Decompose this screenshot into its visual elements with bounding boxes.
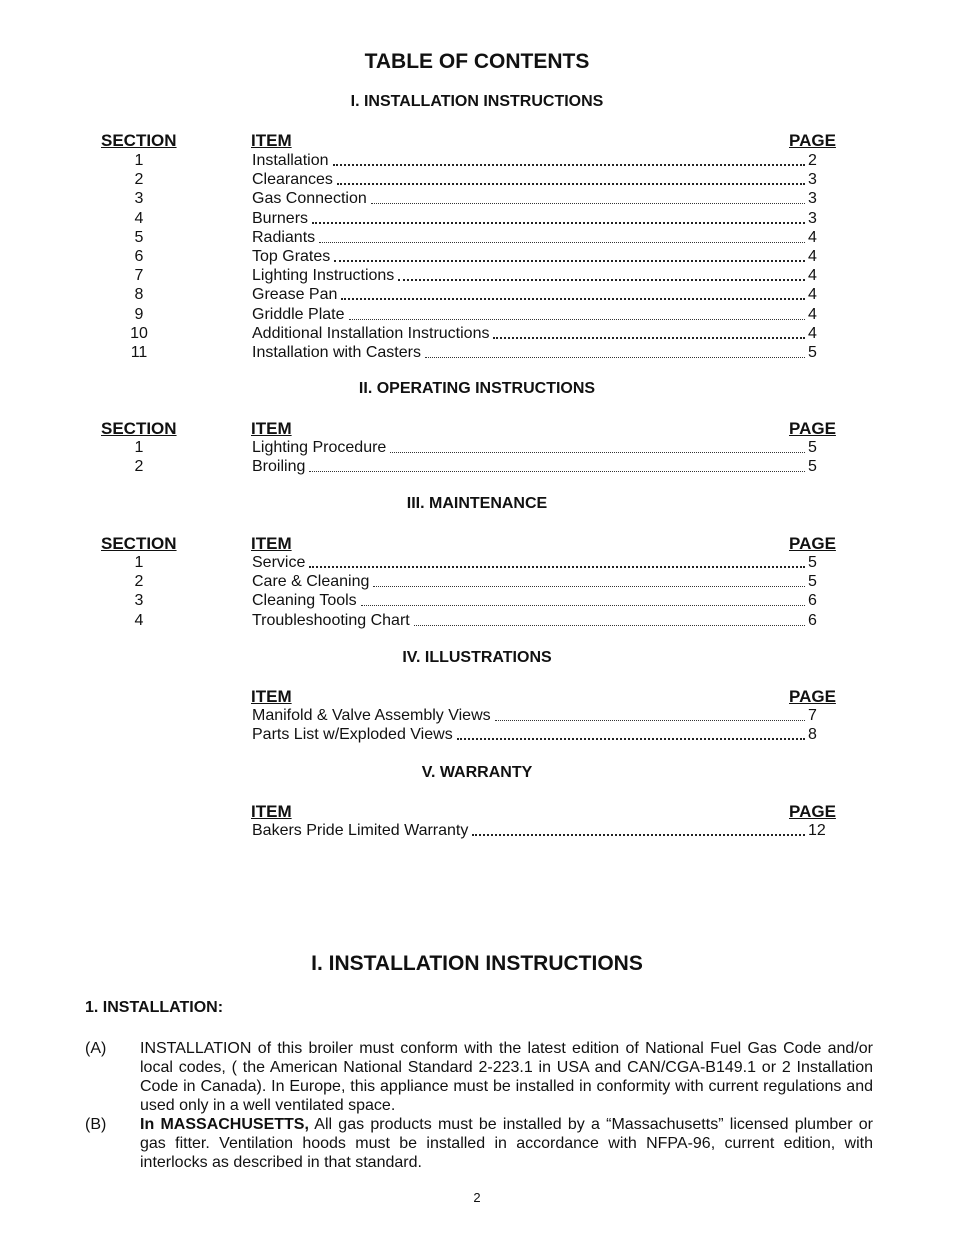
toc-item-label: Cleaning Tools: [252, 592, 357, 610]
toc-page-number: 3: [808, 171, 817, 189]
toc-page-number: 3: [808, 209, 817, 227]
toc-item-label: Bakers Pride Limited Warranty: [252, 822, 469, 839]
para-a-label: (A): [85, 1040, 107, 1057]
toc-item-label: Installation: [252, 152, 329, 169]
para-a-text: INSTALLATION of this broiler must conform with the latest edition of National Fuel Gas Code and/or local codes, ( the American National Standard 2-223.1 in USA and CAN/CGA-B149.1 or 2 Installation Code in Canada). In Europe, this appliance must be installed in conformity with current regulations and used only in a well ventilated space.: [140, 1040, 873, 1114]
toc-page-number: 5: [808, 573, 817, 591]
toc-page-number: 12: [808, 822, 826, 839]
toc-page-number: 4: [808, 324, 817, 342]
toc-section-number: 2: [134, 171, 144, 189]
toc-item: [252, 706, 807, 725]
toc-item-label: Lighting Instructions: [252, 267, 395, 285]
toc-item-label: Top Grates: [252, 248, 331, 265]
part3-header-page: PAGE: [789, 534, 836, 553]
part4-title: IV. ILLUSTRATIONS: [402, 649, 552, 666]
toc-item: [252, 591, 807, 610]
toc-item-label: Grease Pan: [252, 286, 338, 304]
toc-section-number: 7: [134, 267, 144, 285]
part1-header-page: PAGE: [789, 131, 836, 150]
leader-dots: [337, 183, 805, 185]
toc-row: [0, 591, 954, 610]
massachusetts-lead: In MASSACHUSETTS,: [140, 1116, 309, 1133]
toc-row: [0, 611, 954, 630]
toc-page-number: 6: [808, 611, 817, 629]
toc-page-number: 6: [808, 592, 817, 610]
para-b-label: (B): [85, 1116, 107, 1133]
toc-item: [252, 611, 807, 630]
toc-item: [252, 228, 807, 247]
part1-header-section: SECTION: [101, 131, 177, 150]
toc-item: [252, 266, 807, 285]
toc-section-number: 10: [130, 324, 148, 342]
toc-row: [0, 189, 954, 208]
toc-section-number: 1: [134, 152, 144, 169]
toc-row: [0, 151, 954, 170]
leader-dots: [341, 298, 805, 300]
leader-dots: [390, 452, 805, 453]
para-b-text: [140, 1115, 873, 1172]
part2-header-page: PAGE: [789, 419, 836, 438]
leader-dots: [472, 834, 805, 836]
toc-item: [252, 572, 807, 591]
toc-row: [0, 725, 954, 744]
toc-item-label: Care & Cleaning: [252, 573, 370, 591]
toc-item-label: Lighting Procedure: [252, 439, 387, 456]
toc-page-number: 5: [808, 439, 817, 456]
toc-row: [0, 706, 954, 725]
toc-page-number: 4: [808, 248, 817, 265]
toc-section-number: 1: [134, 439, 144, 456]
toc-section-number: 11: [130, 344, 148, 361]
toc-item: [252, 324, 807, 343]
toc-page-number: 7: [808, 707, 817, 724]
part5-header-page: PAGE: [789, 802, 836, 821]
part2-header-item: ITEM: [251, 419, 292, 438]
toc-row: [0, 247, 954, 266]
toc-item: [252, 151, 807, 170]
toc-section-number: 1: [134, 554, 144, 571]
leader-dots: [334, 260, 805, 262]
toc-row: [0, 228, 954, 247]
toc-section-number: 3: [134, 190, 144, 208]
leader-dots: [495, 720, 805, 721]
toc-page-number: 4: [808, 305, 817, 323]
toc-section-number: 2: [134, 458, 144, 476]
part1-header-item: ITEM: [251, 131, 292, 150]
leader-dots: [309, 471, 805, 472]
toc-section-number: 4: [134, 209, 144, 227]
toc-page-number: 4: [808, 267, 817, 285]
toc-page-number: 4: [808, 228, 817, 246]
toc-row: [0, 553, 954, 572]
toc-item-label: Installation with Casters: [252, 344, 421, 361]
part4-header-item: ITEM: [251, 687, 292, 706]
toc-item: [252, 189, 807, 208]
toc-item: [252, 305, 807, 324]
leader-dots: [349, 319, 806, 320]
page-number: 2: [473, 1190, 481, 1205]
leader-dots: [493, 337, 805, 339]
toc-item: [252, 170, 807, 189]
part5-title: V. WARRANTY: [421, 764, 533, 781]
toc-item-label: Radiants: [252, 228, 316, 246]
toc-row: [0, 821, 954, 840]
toc-item-label: Parts List w/Exploded Views: [252, 726, 453, 744]
leader-dots: [398, 279, 805, 281]
part2-header-section: SECTION: [101, 419, 177, 438]
toc-title: TABLE OF CONTENTS: [364, 50, 590, 73]
toc-section-number: 5: [134, 228, 144, 246]
toc-section-number: 9: [134, 305, 144, 323]
toc-item-label: Service: [252, 554, 306, 571]
toc-section-number: 4: [134, 611, 144, 629]
toc-section-number: 2: [134, 573, 144, 591]
toc-item-label: Gas Connection: [252, 190, 367, 208]
toc-row: [0, 324, 954, 343]
toc-page-number: 2: [808, 152, 817, 169]
toc-page-number: 5: [808, 554, 817, 571]
toc-page-number: 8: [808, 726, 817, 744]
toc-item-label: Additional Installation Instructions: [252, 324, 490, 342]
toc-section-number: 8: [134, 286, 144, 304]
leader-dots: [414, 625, 805, 626]
part3-title: III. MAINTENANCE: [406, 495, 548, 512]
toc-row: [0, 209, 954, 228]
toc-item: [252, 553, 807, 572]
leader-dots: [319, 242, 805, 243]
toc-section-number: 6: [134, 248, 144, 265]
toc-item-label: Clearances: [252, 171, 333, 189]
toc-page-number: 4: [808, 286, 817, 304]
toc-item-label: Broiling: [252, 458, 306, 476]
para-b-body: All gas products must be installed by a “Massachusetts” licensed plumber or gas fitter. Ventilation hoods must be installed in accordance with NFPA-96, current edition, with interlocks as described in that standard.: [140, 1116, 873, 1171]
toc-item: [252, 247, 807, 266]
leader-dots: [312, 222, 805, 224]
toc-page-number: 3: [808, 190, 817, 208]
toc-section-number: 3: [134, 592, 144, 610]
part1-title: I. INSTALLATION INSTRUCTIONS: [350, 93, 604, 110]
toc-item: [252, 343, 807, 362]
part3-header-item: ITEM: [251, 534, 292, 553]
part3-header-section: SECTION: [101, 534, 177, 553]
leader-dots: [457, 738, 805, 740]
part5-header-item: ITEM: [251, 802, 292, 821]
toc-row: [0, 457, 954, 476]
toc-item: [252, 457, 807, 476]
toc-row: [0, 438, 954, 457]
leader-dots: [373, 586, 805, 587]
toc-item: [252, 725, 807, 744]
toc-item: [252, 438, 807, 457]
toc-item: [252, 209, 807, 228]
leader-dots: [371, 203, 805, 204]
toc-row: [0, 343, 954, 362]
toc-item-label: Burners: [252, 209, 309, 227]
toc-row: [0, 305, 954, 324]
toc-page-number: 5: [808, 344, 817, 361]
toc-page-number: 5: [808, 458, 817, 476]
toc-row: [0, 170, 954, 189]
leader-dots: [425, 357, 805, 358]
part4-header-page: PAGE: [789, 687, 836, 706]
toc-item-label: Griddle Plate: [252, 305, 345, 323]
leader-dots: [309, 566, 805, 568]
part2-title: II. OPERATING INSTRUCTIONS: [358, 380, 596, 397]
toc-row: [0, 285, 954, 304]
leader-dots: [361, 605, 805, 606]
toc-row: [0, 266, 954, 285]
toc-item-label: Manifold & Valve Assembly Views: [252, 707, 491, 724]
leader-dots: [333, 164, 806, 166]
toc-row: [0, 572, 954, 591]
toc-item: [252, 285, 807, 304]
body-title: I. INSTALLATION INSTRUCTIONS: [311, 952, 643, 975]
toc-item-label: Troubleshooting Chart: [252, 611, 410, 629]
toc-item: [252, 821, 807, 840]
installation-subheading: 1. INSTALLATION:: [85, 999, 224, 1016]
